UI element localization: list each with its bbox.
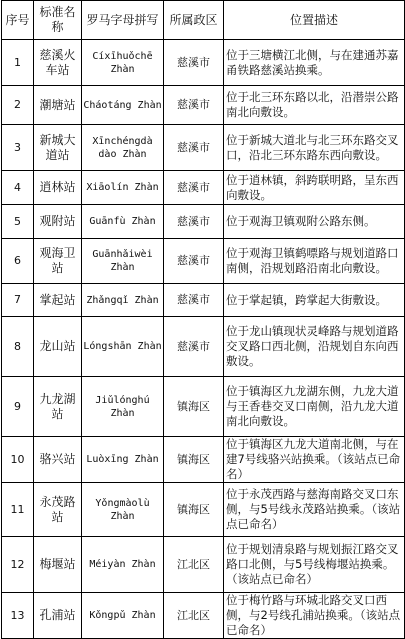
table-row: [2, 284, 405, 317]
station-name: 逍林站: [34, 171, 82, 205]
header-romanization: 罗马字母拼写: [82, 1, 164, 40]
station-district: 慈溪市: [164, 284, 224, 317]
station-district: 慈溪市: [164, 86, 224, 125]
row-number: 1: [2, 40, 34, 86]
table-row: [2, 205, 405, 239]
station-location: 位于三塘横江北侧，与在建通苏嘉甬铁路慈溪站换乘。: [224, 40, 405, 86]
station-name: 掌起站: [34, 284, 82, 317]
table-row: [2, 171, 405, 205]
station-location: 位于逍林镇，斜跨联明路，呈东西向敷设。: [224, 171, 405, 205]
station-name: 孔浦站: [34, 593, 82, 639]
station-name: 龙山站: [34, 317, 82, 377]
station-location: 位于镇海区九龙大道南北侧，与在建7号线骆兴站换乘。（该站点已命名）: [224, 437, 405, 483]
station-pinyin: Jiǔlónghú Zhàn: [82, 377, 164, 437]
station-pinyin: Luòxīng Zhàn: [82, 437, 164, 483]
station-name: 慈溪火车站: [34, 40, 82, 86]
station-district: 镇海区: [164, 437, 224, 483]
table-row: [2, 537, 405, 593]
station-pinyin: Kǒngpǔ Zhàn: [82, 593, 164, 639]
header-location: 位置描述: [224, 1, 405, 40]
station-location: 位于龙山镇现状灵峰路与规划道路交叉路口西北侧，沿规划自东向西敷设。: [224, 317, 405, 377]
station-name: 九龙湖站: [34, 377, 82, 437]
header-standard-name: 标准名称: [34, 1, 82, 40]
station-district: 镇海区: [164, 377, 224, 437]
table-row: [2, 437, 405, 483]
table-row: [2, 377, 405, 437]
table-row: [2, 125, 405, 171]
station-pinyin: Cíxīhuǒchē Zhàn: [82, 40, 164, 86]
station-location: 位于永茂西路与慈海南路交叉口东侧，与5号线永茂路站换乘。（该站点已命名）: [224, 483, 405, 537]
table-body: [2, 40, 405, 639]
station-table: [1, 0, 405, 639]
header-district: 所属政区: [164, 1, 224, 40]
table-row: [2, 593, 405, 639]
header-number: 序号: [2, 1, 34, 40]
station-pinyin: Guānhǎiwèi Zhàn: [82, 239, 164, 284]
row-number: 9: [2, 377, 34, 437]
station-location: 位于掌起镇，跨掌起大街敷设。: [224, 284, 405, 317]
table-row: [2, 483, 405, 537]
station-district: 慈溪市: [164, 317, 224, 377]
row-number: 5: [2, 205, 34, 239]
row-number: 4: [2, 171, 34, 205]
table-row: [2, 40, 405, 86]
station-district: 镇海区: [164, 483, 224, 537]
station-location: 位于梅竹路与环城北路交叉口西侧，与2号线孔浦站换乘。（该站点已命名）: [224, 593, 405, 639]
station-district: 慈溪市: [164, 205, 224, 239]
header-row: [2, 1, 405, 40]
station-pinyin: Yǒngmàolù Zhàn: [82, 483, 164, 537]
table-row: [2, 86, 405, 125]
station-pinyin: Xīnchéngdà dào Zhàn: [82, 125, 164, 171]
station-district: 慈溪市: [164, 125, 224, 171]
station-pinyin: Lóngshān Zhàn: [82, 317, 164, 377]
station-district: 江北区: [164, 537, 224, 593]
station-district: 慈溪市: [164, 40, 224, 86]
station-name: 骆兴站: [34, 437, 82, 483]
row-number: 7: [2, 284, 34, 317]
station-location: 位于北三环东路以北，沿潜崇公路南北向敷设。: [224, 86, 405, 125]
station-name: 观附站: [34, 205, 82, 239]
row-number: 6: [2, 239, 34, 284]
row-number: 8: [2, 317, 34, 377]
row-number: 10: [2, 437, 34, 483]
row-number: 11: [2, 483, 34, 537]
station-name: 新城大道站: [34, 125, 82, 171]
station-location: 位于观海卫镇鹤嘌路与规划道路口南侧，沿规划路沿南北向敷设。: [224, 239, 405, 284]
table-row: [2, 239, 405, 284]
station-pinyin: Xiāolín Zhàn: [82, 171, 164, 205]
station-location: 位于新城大道北与北三环东路交叉口，沿北三环东路东西向敷设。: [224, 125, 405, 171]
station-location: 位于观海卫镇观附公路东侧。: [224, 205, 405, 239]
row-number: 3: [2, 125, 34, 171]
row-number: 2: [2, 86, 34, 125]
station-district: 慈溪市: [164, 239, 224, 284]
station-pinyin: Zhǎngqǐ Zhàn: [82, 284, 164, 317]
station-district: 慈溪市: [164, 171, 224, 205]
station-name: 观海卫站: [34, 239, 82, 284]
station-name: 永茂路站: [34, 483, 82, 537]
station-pinyin: Cháotáng Zhàn: [82, 86, 164, 125]
station-name: 潮塘站: [34, 86, 82, 125]
table-row: [2, 317, 405, 377]
station-name: 梅堰站: [34, 537, 82, 593]
station-location: 位于镇海区九龙湖东侧，九龙大道与王香巷交叉口南侧，沿九龙大道南北向敷设。: [224, 377, 405, 437]
row-number: 13: [2, 593, 34, 639]
station-pinyin: Guānfù Zhàn: [82, 205, 164, 239]
station-pinyin: Méiyàn Zhàn: [82, 537, 164, 593]
row-number: 12: [2, 537, 34, 593]
station-location: 位于规划清泉路与规划振江路交叉路口北侧，与5号线梅堰站换乘。（该站点已命名）: [224, 537, 405, 593]
station-district: 江北区: [164, 593, 224, 639]
